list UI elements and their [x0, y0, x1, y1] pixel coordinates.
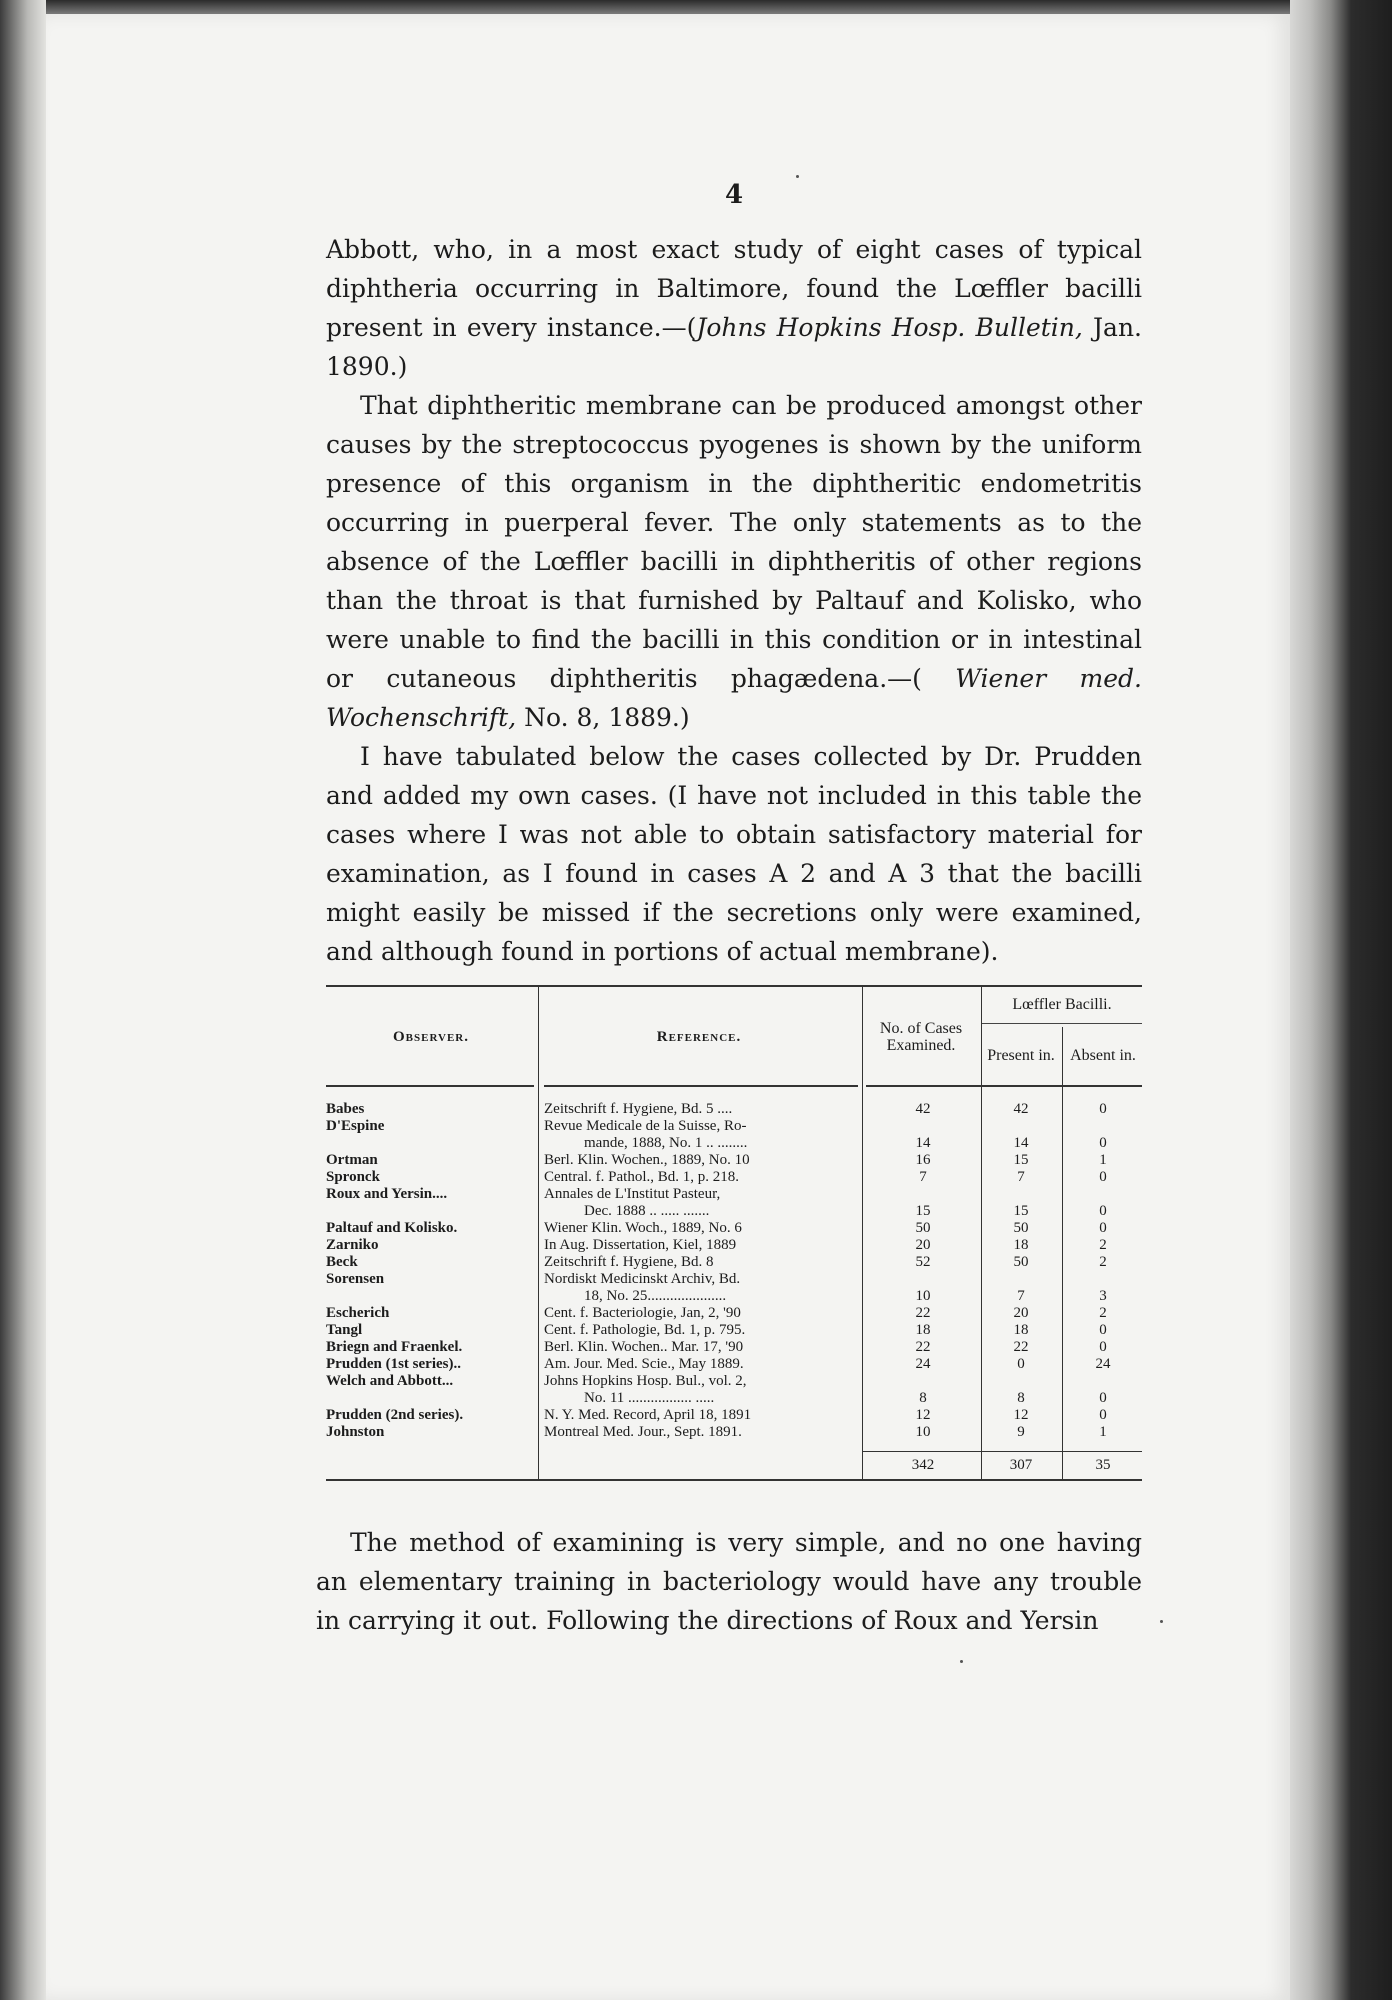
book-right-edge	[1290, 0, 1392, 2000]
citation-italic: Johns Hopkins Hosp. Bulletin,	[696, 313, 1083, 342]
absent-cell: 0	[1099, 1203, 1107, 1219]
absent-cell: 24	[1095, 1356, 1111, 1372]
reference-cell	[544, 1101, 858, 1118]
present-cell: 50	[1013, 1254, 1029, 1270]
total-present: 307	[1009, 1457, 1033, 1473]
absent-cell: 0	[1099, 1135, 1107, 1151]
table-row	[326, 1424, 1142, 1441]
cases-table	[326, 985, 1142, 1481]
reference-line: In Aug. Dissertation, Kiel, 1889	[544, 1237, 737, 1253]
reference-line-continued: 18, No. 25.....................	[584, 1288, 727, 1304]
page-number: 4	[724, 180, 744, 210]
absent-cell: 3	[1099, 1288, 1107, 1304]
present-cell: 15	[1013, 1152, 1029, 1168]
reference-cell	[544, 1186, 858, 1220]
reference-cell	[544, 1322, 858, 1339]
reference-line: N. Y. Med. Record, April 18, 1891	[544, 1407, 752, 1423]
reference-line: Zeitschrift f. Hygiene, Bd. 8	[544, 1254, 714, 1270]
citation-italic: Wiener med. Wochenschrift,	[326, 664, 1142, 732]
reference-cell	[544, 1118, 858, 1152]
cases-cell: 52	[915, 1254, 931, 1270]
observer-cell: Paltauf and Kolisko.	[326, 1220, 458, 1236]
observer-cell: Briegn and Fraenkel.	[326, 1339, 463, 1355]
table-row	[326, 1254, 1142, 1271]
absent-cell: 1	[1099, 1424, 1107, 1440]
column-divider	[981, 987, 982, 1479]
paper-speck	[960, 1660, 963, 1663]
present-cell: 18	[1013, 1237, 1029, 1253]
observer-cell: Beck	[326, 1254, 358, 1270]
observer-cell: Prudden (1st series)..	[326, 1356, 461, 1372]
present-cell: 20	[1013, 1305, 1029, 1321]
paragraph-tabulated	[326, 737, 1142, 971]
cases-cell: 22	[915, 1305, 931, 1321]
reference-line: Zeitschrift f. Hygiene, Bd. 5 ....	[544, 1101, 733, 1117]
paragraph-abbott	[326, 230, 1142, 386]
observer-cell: Escherich	[326, 1305, 390, 1321]
absent-cell: 2	[1099, 1237, 1107, 1253]
observer-cell: Prudden (2nd series).	[326, 1407, 464, 1423]
cases-cell: 50	[915, 1220, 931, 1236]
reference-line: Montreal Med. Jour., Sept. 1891.	[544, 1424, 742, 1440]
total-absent: 35	[1095, 1457, 1111, 1473]
book-gutter-shadow	[0, 0, 46, 2000]
absent-cell: 0	[1099, 1407, 1107, 1423]
cases-cell: 7	[919, 1169, 927, 1185]
reference-cell	[544, 1407, 858, 1424]
absent-cell: 0	[1099, 1339, 1107, 1355]
cases-cell: 20	[915, 1237, 931, 1253]
reference-cell	[544, 1169, 858, 1186]
absent-cell: 0	[1099, 1169, 1107, 1185]
observer-cell: Spronck	[326, 1169, 380, 1185]
cases-cell: 15	[915, 1203, 931, 1219]
table-row	[326, 1220, 1142, 1237]
cases-cell: 22	[915, 1339, 931, 1355]
paragraph-text: That diphtheritic membrane can be produced amongst other causes by the streptococcus pyogenes is shown by the uniform presence of this organism in the diphtheritic endometritis occurring in puerperal fever. The only statements as to the absence of the Lœffler bacilli in diphtheritis of other regions than the throat is that furnished by Paltauf and Kolisko, who were unable to find the bacilli in this condition or in intestinal or cutaneous diphtheritis phagædena.—(	[326, 391, 1142, 693]
cases-cell: 10	[915, 1424, 931, 1440]
table-row	[326, 1237, 1142, 1254]
cases-cell: 42	[915, 1101, 931, 1117]
table-row	[326, 1169, 1142, 1186]
paper-speck	[796, 175, 799, 178]
reference-line: Nordiskt Medicinskt Archiv, Bd.	[544, 1271, 741, 1287]
paper-speck	[1160, 1620, 1163, 1623]
observer-cell: Tangl	[326, 1322, 363, 1338]
table-row	[326, 1339, 1142, 1356]
loeffler-header: Lœffler Bacilli.	[982, 987, 1142, 1024]
reference-cell	[544, 1305, 858, 1322]
present-cell: 22	[1013, 1339, 1029, 1355]
table-row	[326, 1373, 1142, 1407]
total-cases: 342	[911, 1457, 935, 1473]
present-cell: 42	[1013, 1101, 1029, 1117]
paragraph-text: I have tabulated below the cases collected by Dr. Prudden and added my own cases. (I have not included in this table the cases where I was not able to obtain satisfactory material for examination, as I found in cases A 2 and A 3 that the bacilli might easily be missed if the secretions only were examined, and although found in portions of actual membrane).	[326, 742, 1142, 966]
reference-cell	[544, 1339, 858, 1356]
present-cell: 7	[1017, 1169, 1025, 1185]
paragraph-method: The method of examining is very simple, and no one having an elementary training in bacteriology would have any trouble in carrying it out. Following the directions of Roux and Yersin	[316, 1528, 1142, 1635]
table-row	[326, 1271, 1142, 1305]
column-divider	[862, 987, 863, 1479]
table-row	[326, 1186, 1142, 1220]
table-row	[326, 1407, 1142, 1424]
cases-cell: 18	[915, 1322, 931, 1338]
reference-line: Cent. f. Pathologie, Bd. 1, p. 795.	[544, 1322, 746, 1338]
table-header	[326, 987, 1142, 1087]
reference-line-continued: Dec. 1888 .. ..... .......	[584, 1203, 710, 1219]
reference-line: Berl. Klin. Wochen.. Mar. 17, '90	[544, 1339, 744, 1355]
cases-header: No. of Cases Examined.	[879, 1020, 963, 1054]
cases-cell: 10	[915, 1288, 931, 1304]
reference-cell	[544, 1356, 858, 1373]
present-cell: 7	[1017, 1288, 1025, 1304]
present-cell: 0	[1017, 1356, 1025, 1372]
observer-cell: Sorensen	[326, 1271, 385, 1287]
column-divider	[1062, 1027, 1063, 1479]
reference-line: Wiener Klin. Woch., 1889, No. 6	[544, 1220, 742, 1236]
reference-line: Central. f. Pathol., Bd. 1, p. 218.	[544, 1169, 739, 1185]
totals-row	[326, 1451, 1142, 1479]
present-cell: 50	[1013, 1220, 1029, 1236]
absent-cell: 0	[1099, 1220, 1107, 1236]
paragraph-streptococcus	[326, 386, 1142, 737]
reference-cell	[544, 1424, 858, 1441]
observer-cell: Babes	[326, 1101, 365, 1117]
table-row	[326, 1101, 1142, 1118]
observer-cell: Welch and Abbott...	[326, 1373, 454, 1389]
cases-cell: 16	[915, 1152, 931, 1168]
table-row	[326, 1118, 1142, 1152]
absent-header: Absent in.	[1070, 1046, 1136, 1064]
cases-cell: 8	[919, 1390, 927, 1406]
observer-cell: Roux and Yersin....	[326, 1186, 448, 1202]
top-edge-shadow	[0, 0, 1392, 14]
reference-cell	[544, 1254, 858, 1271]
reference-line: Berl. Klin. Wochen., 1889, No. 10	[544, 1152, 750, 1168]
page-content	[316, 180, 1142, 1640]
table-row	[326, 1322, 1142, 1339]
table-row	[326, 1305, 1142, 1322]
absent-cell: 0	[1099, 1101, 1107, 1117]
reference-cell	[544, 1237, 858, 1254]
observer-cell: Zarniko	[326, 1237, 379, 1253]
observer-cell: Ortman	[326, 1152, 378, 1168]
absent-cell: 1	[1099, 1152, 1107, 1168]
present-header: Present in.	[987, 1046, 1055, 1064]
paragraph-text: No. 8, 1889.)	[516, 703, 690, 732]
present-cell: 15	[1013, 1203, 1029, 1219]
reference-line: Cent. f. Bacteriologie, Jan, 2, '90	[544, 1305, 741, 1321]
table-row	[326, 1152, 1142, 1169]
totals-rule	[862, 1451, 1142, 1452]
present-cell: 8	[1017, 1390, 1025, 1406]
absent-cell: 2	[1099, 1254, 1107, 1270]
observer-cell: D'Espine	[326, 1118, 385, 1134]
present-cell: 9	[1017, 1424, 1025, 1440]
absent-cell: 0	[1099, 1322, 1107, 1338]
present-cell: 18	[1013, 1322, 1029, 1338]
table-row	[326, 1356, 1142, 1373]
reference-line-continued: mande, 1888, No. 1 .. ........	[584, 1135, 748, 1151]
present-cell: 12	[1013, 1407, 1029, 1423]
reference-line-continued: No. 11 ................. .....	[584, 1390, 715, 1406]
observer-cell: Johnston	[326, 1424, 385, 1440]
reference-line: Annales de L'Institut Pasteur,	[544, 1186, 721, 1202]
present-cell: 14	[1013, 1135, 1029, 1151]
observer-header: Observer.	[393, 1028, 469, 1045]
cases-cell: 24	[915, 1356, 931, 1372]
reference-header: Reference.	[656, 1028, 742, 1045]
paragraph-text: Abbott, who, in a most exact study of eight cases of typical diphtheria occurring in Baltimore, found the Lœffler bacilli present in every instance.—(	[326, 235, 1142, 342]
reference-cell	[544, 1152, 858, 1169]
absent-cell: 0	[1099, 1390, 1107, 1406]
reference-line: Revue Medicale de la Suisse, Ro-	[544, 1118, 747, 1134]
table-body	[326, 1087, 1142, 1451]
reference-cell	[544, 1271, 858, 1305]
reference-line: Am. Jour. Med. Scie., May 1889.	[544, 1356, 744, 1372]
column-divider	[538, 987, 539, 1479]
paragraph-text: Jan. 1890.)	[326, 313, 1142, 381]
cases-cell: 14	[915, 1135, 931, 1151]
reference-cell	[544, 1373, 858, 1407]
reference-line: Johns Hopkins Hosp. Bul., vol. 2,	[544, 1373, 747, 1389]
absent-cell: 2	[1099, 1305, 1107, 1321]
reference-cell	[544, 1220, 858, 1237]
cases-cell: 12	[915, 1407, 931, 1423]
